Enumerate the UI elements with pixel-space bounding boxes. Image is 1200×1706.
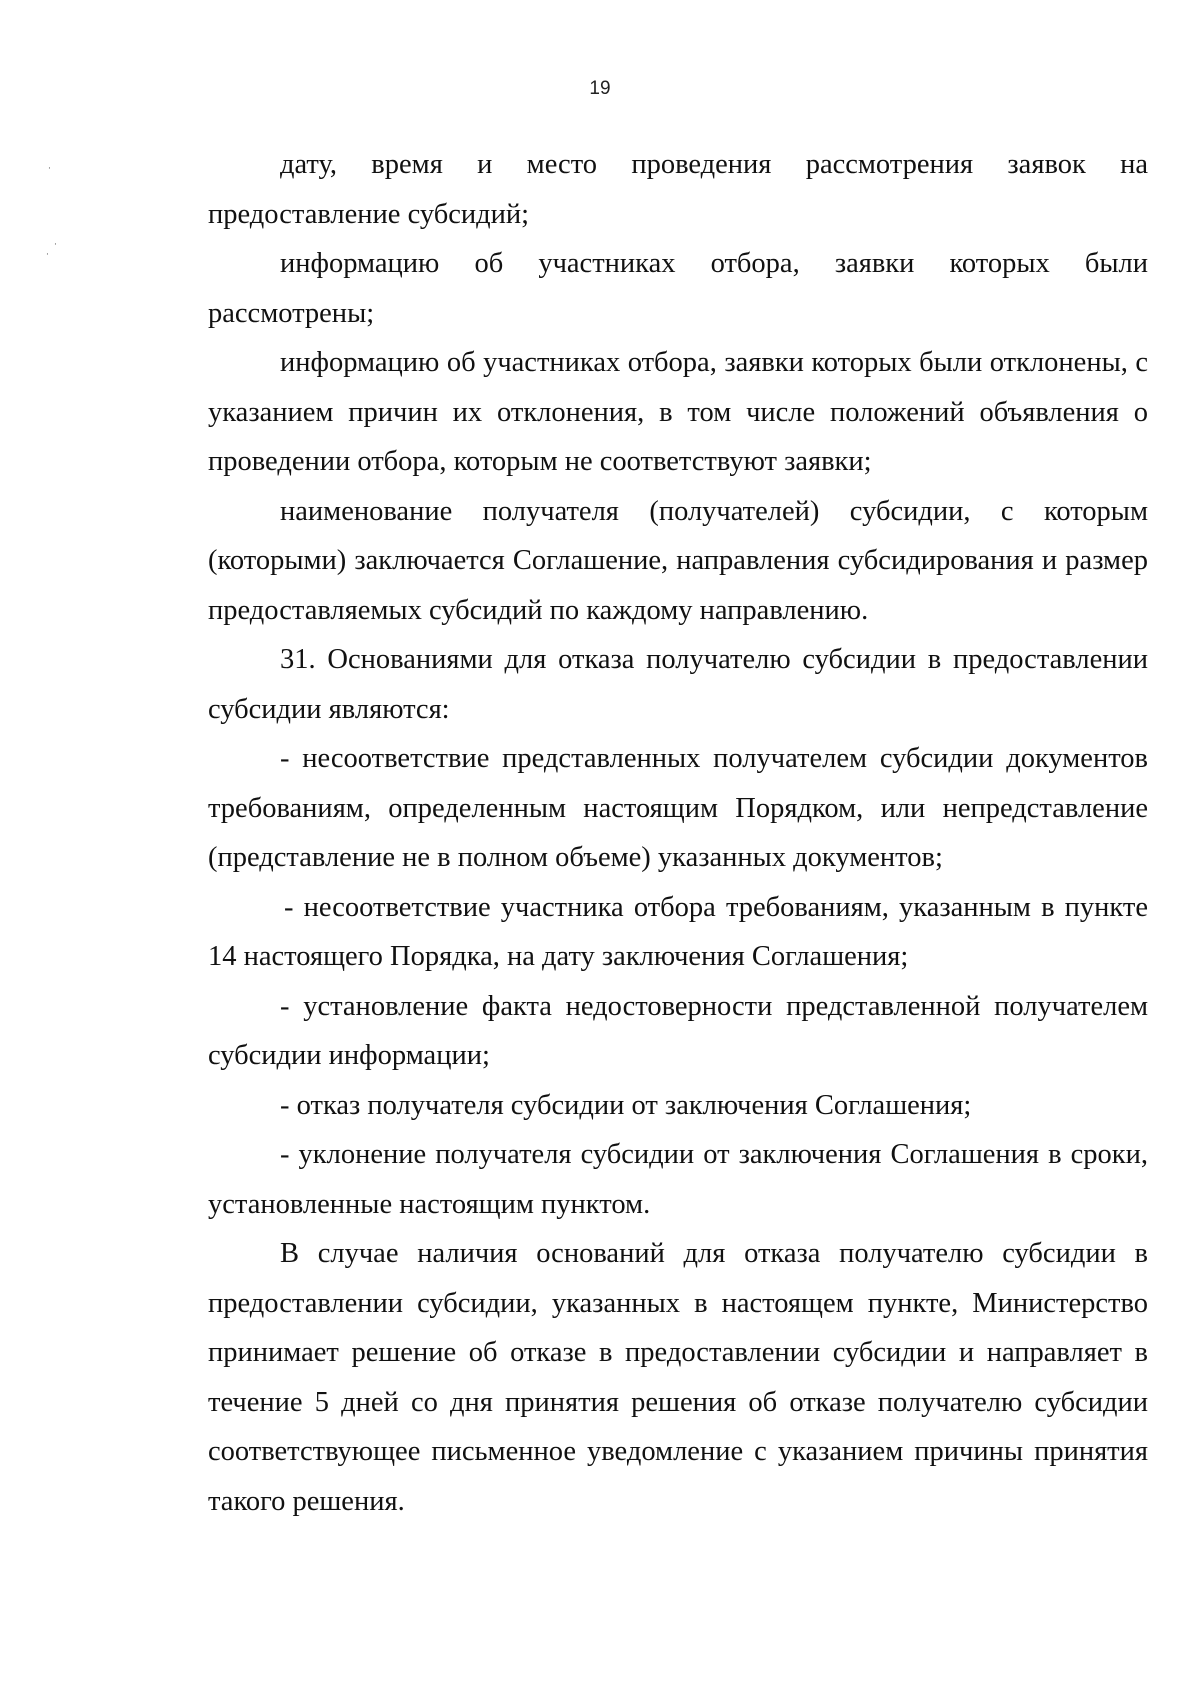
scan-artifact-mark: · [54, 240, 57, 250]
list-item-false-information: - установление факта недостоверности представленной получателем субсидии информации; [208, 990, 1148, 1071]
page-number: 19 [589, 78, 611, 99]
paragraph-participants-rejected: информацию об участниках отбора, заявки которых были отклонены, с указанием причин их отклонения, в том числе положений объявления о проведении отбора, которым не соответствуют заявки; [208, 347, 1148, 477]
list-item-participant-mismatch: - несоответствие участника отбора требованиям, указанным в пункте 14 настоящего Порядка, на дату заключения Соглашения; [208, 891, 1148, 972]
list-item-refusal-to-sign: - отказ получателя субсидии от заключения Соглашения; [280, 1089, 972, 1121]
paragraph-refusal-decision: В случае наличия оснований для отказа получателю субсидии в предоставлении субсидии, указанных в настоящем пункте, Министерство принимает решение об отказе в предоставлении субсидии и направляет в течение 5 дней со дня принятия решения об отказе получателю субсидии соответствующее письменное уведомление с указанием причины принятия такого решения. [208, 1238, 1148, 1517]
list-item-evasion: - уклонение получателя субсидии от заключения Соглашения в сроки, установленные настоящим пунктом. [208, 1139, 1148, 1220]
paragraph-participants-reviewed: информацию об участниках отбора, заявки которых были рассмотрены; [208, 248, 1148, 329]
paragraph-date-time-place: дату, время и место проведения рассмотрения заявок на предоставление субсидий; [208, 149, 1148, 230]
scan-artifact-mark: · [46, 250, 49, 260]
paragraph-recipient-name: наименование получателя (получателей) субсидии, с которым (которыми) заключается Соглашение, направления субсидирования и размер предоставляемых субсидий по каждому направлению. [208, 495, 1148, 626]
scan-artifact-mark: · [48, 164, 51, 174]
paragraph-grounds-for-refusal: 31. Основаниями для отказа получателю субсидии в предоставлении субсидии являются: [208, 644, 1148, 725]
list-item-documents-mismatch: - несоответствие представленных получателем субсидии документов требованиям, определенным настоящим Порядком, или непредставление (представление не в полном объеме) указанных документов; [208, 743, 1148, 873]
document-body [208, 140, 1148, 1526]
